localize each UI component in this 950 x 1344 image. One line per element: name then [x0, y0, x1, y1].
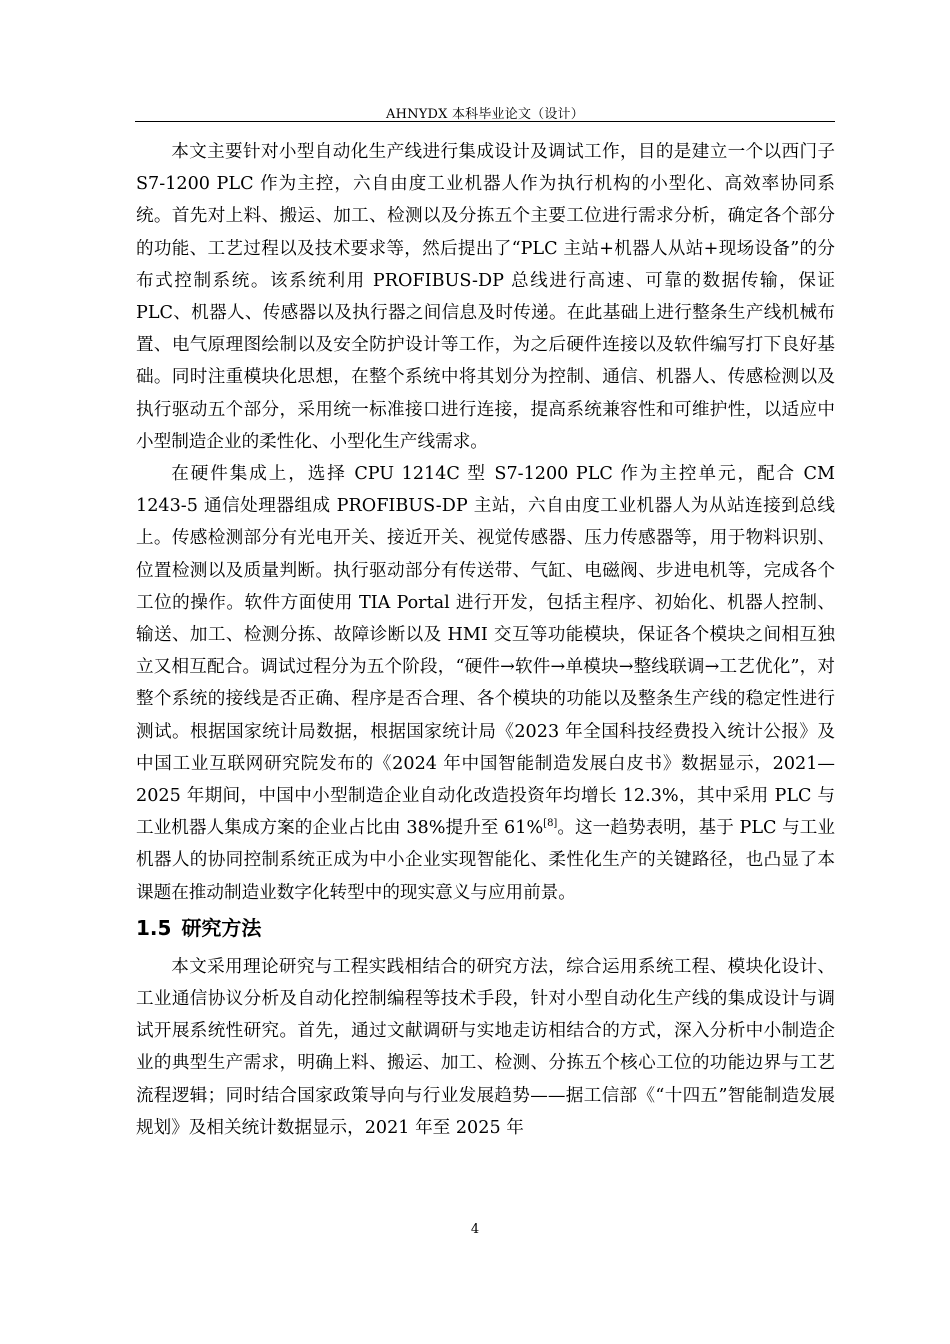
section-heading	[136, 911, 835, 945]
paragraph-hardware-integration	[136, 458, 835, 909]
paragraph-text-continued: 。这一趋势表明，基于 PLC 与工业机器人的协同控制系统正成为中小企业实现智能化、柔性化生产的关键路径，也凸显了本课题在推动制造业数字化转型中的现实意义与应用前景。	[136, 818, 836, 903]
paragraph-text: 在硬件集成上，选择 CPU 1214C 型 S7-1200 PLC 作为主控单元，配合 CM 1243-5 通信处理器组成 PROFIBUS-DP 主站，六自由度工业机器人为从站连接到总线上。传感检测部分有光电开关、接近开关、视觉传感器、压力传感器等，用于物料识别、位置检测以及质量判断。执行驱动部分有传送带、气缸、电磁阀、步进电机等，完成各个工位的操作。软件方面使用 TIA Portal 进行开发，包括主程序、初始化、机器人控制、输送、加工、检测分拣、故障诊断以及 HMI 交互等功能模块，保证各个模块之间相互独立又相互配合。调试过程分为五个阶段，“硬件→软件→单模块→整线联调→工艺优化”，对整个系统的接线是否正确、程序是否合理、各个模块的功能以及整条生产线的稳定性进行测试。根据国家统计局数据，根据国家统计局《2023 年全国科技经费投入统计公报》及中国工业互联网研究院发布的《2024 年中国智能制造发展白皮书》数据显示，2021—2025 年期间，中国中小型制造企业自动化改造投资年均增长 12.3%，其中采用 PLC 与工业机器人集成方案的企业占比由 38%提升至 61%	[136, 464, 835, 839]
body-text	[136, 136, 835, 1144]
section-number: 1.5	[136, 915, 172, 940]
citation-ref[interactable]: [8]	[543, 818, 558, 830]
paragraph-research-method: 本文采用理论研究与工程实践相结合的研究方法，综合运用系统工程、模块化设计、工业通信协议分析及自动化控制编程等技术手段，针对小型自动化生产线的集成设计与调试开展系统性研究。首先，通过文献调研与实地走访相结合的方式，深入分析中小制造企业的典型生产需求，明确上料、搬运、加工、检测、分拣五个核心工位的功能边界与工艺流程逻辑；同时结合国家政策导向与行业发展趋势——据工信部《“十四五”智能制造发展规划》及相关统计数据显示，2021 年至 2025 年	[136, 956, 835, 1138]
page-number: 4	[470, 1222, 480, 1237]
paragraph-intro: 本文主要针对小型自动化生产线进行集成设计及调试工作，目的是建立一个以西门子 S7-1200 PLC 作为主控，六自由度工业机器人作为执行机构的小型化、高效率协同系统。首先对上料、搬运、加工、检测以及分拣五个主要工位进行需求分析，确定各个部分的功能、工艺过程以及技术要求等，然后提出了“PLC 主站+机器人从站+现场设备”的分布式控制系统。该系统利用 PROFIBUS-DP 总线进行高速、可靠的数据传输，保证 PLC、机器人、传感器以及执行器之间信息及时传递。在此基础上进行整条生产线机械布置、电气原理图绘制以及安全防护设计等工作，为之后硬件连接以及软件编写打下良好基础。同时注重模块化思想，在整个系统中将其划分为控制、通信、机器人、传感检测以及执行驱动五个部分，采用统一标准接口进行连接，提高系统兼容性和可维护性，以适应中小型制造企业的柔性化、小型化生产线需求。	[136, 142, 835, 452]
running-header: AHNYDX 本科毕业论文（设计）	[386, 107, 584, 122]
section-title: 研究方法	[181, 915, 262, 940]
header-rule	[135, 121, 835, 122]
